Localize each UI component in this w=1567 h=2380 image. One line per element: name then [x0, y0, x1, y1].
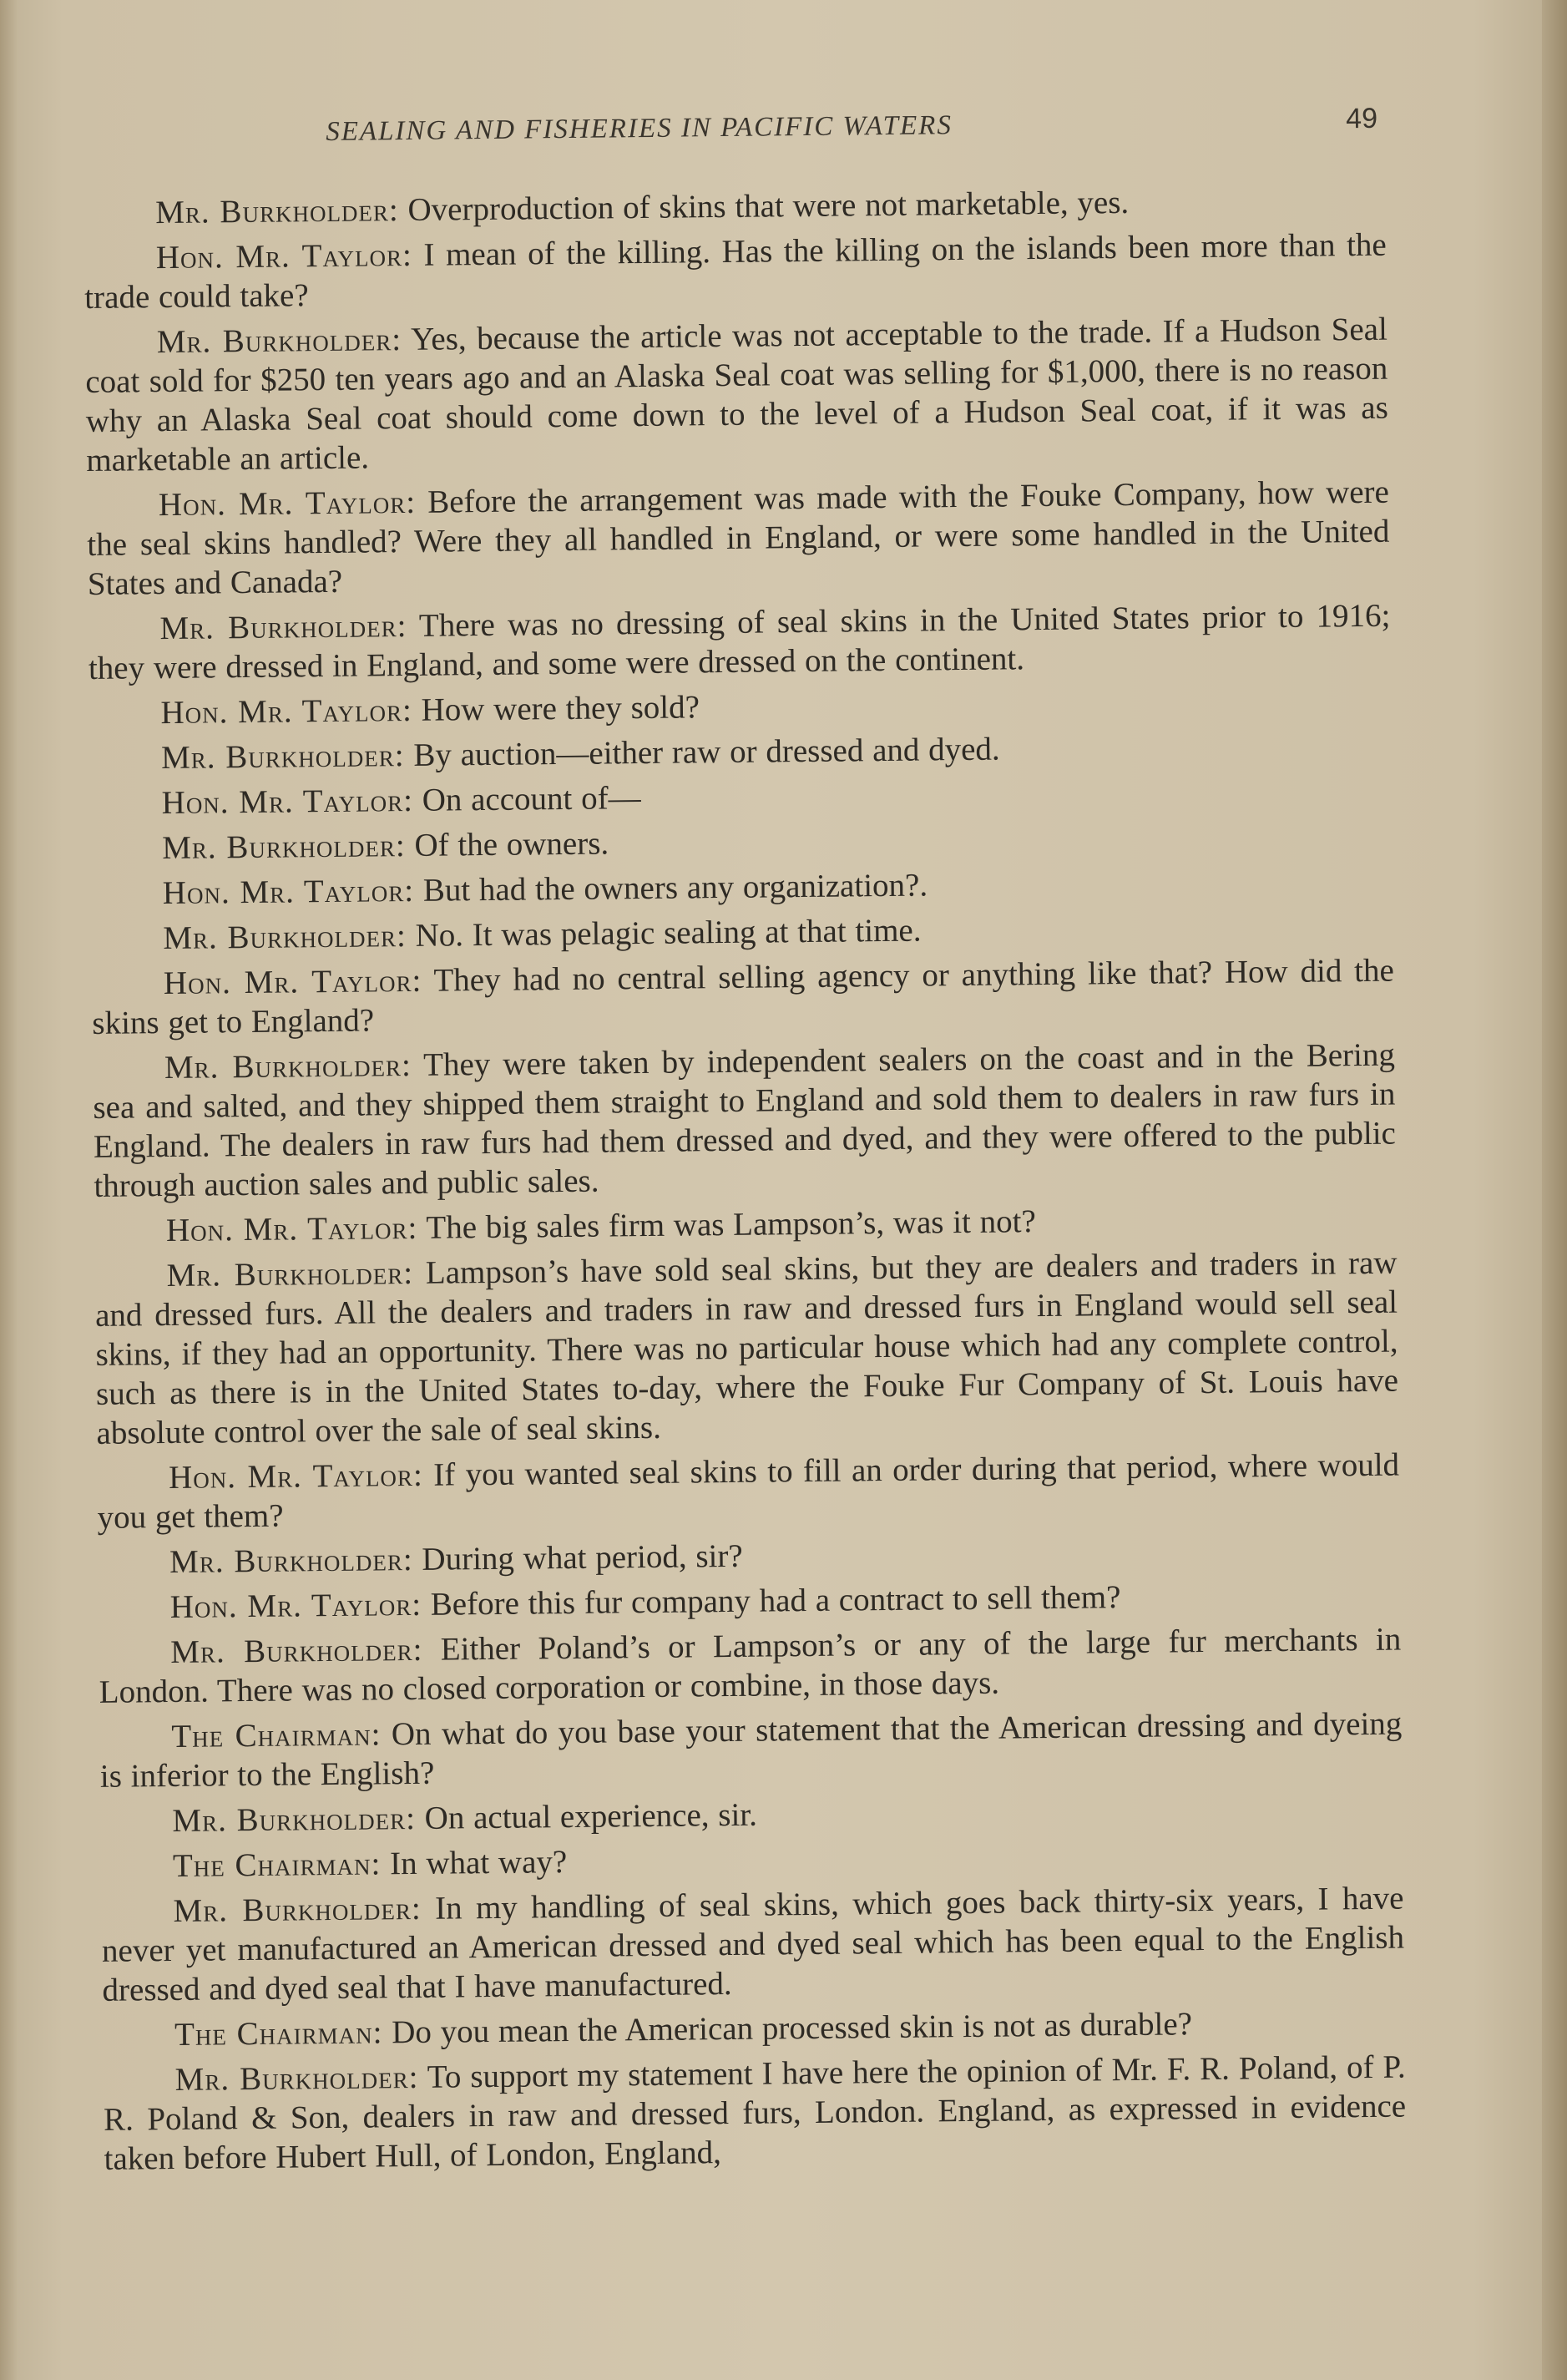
speaker-label: Mr. Burkholder:: [161, 828, 406, 867]
transcript-paragraph: [87, 473, 1390, 604]
transcript-paragraph: [101, 1879, 1404, 2010]
paragraph-text: On actual experience, sir.: [424, 1796, 758, 1836]
paragraph-text: I mean of the killing. Has the killing on the islands been more than the trade could take?: [84, 226, 1387, 316]
speaker-label: Hon. Mr. Taylor:: [169, 1586, 422, 1626]
transcript-body: [83, 180, 1407, 2185]
paragraph-text: To support my statement I have here the opinion of Mr. F. R. Poland, of P. R. Poland & Son, dealers in raw and dressed furs, London. England, as expressed in evidence taken before Hubert Hull, of London, England,: [103, 2048, 1407, 2177]
transcript-paragraph: [103, 2003, 1405, 2055]
transcript-paragraph: [98, 1530, 1400, 1582]
paragraph-text: But had the owners any organization?.: [422, 867, 928, 909]
paragraph-text: They had no central selling agency or anything like that? How did the skins get to England?: [92, 952, 1395, 1041]
speaker-label: Mr. Burkholder:: [159, 607, 407, 647]
paragraph-text: If you wanted seal skins to fill an order during that period, where would you get them?: [97, 1446, 1400, 1536]
paragraph-text: On what do you base your statement that the American dressing and dyeing is inferior to the English?: [99, 1705, 1403, 1795]
speaker-label: Hon. Mr. Taylor:: [163, 962, 422, 1002]
paragraph-text: During what period, sir?: [422, 1537, 743, 1577]
speaker-label: Mr. Burkholder:: [163, 917, 407, 957]
transcript-paragraph: [91, 861, 1393, 914]
paragraph-text: Of the owners.: [414, 825, 609, 863]
paragraph-text: Before the arrangement was made with the Fouke Company, how were the seal skins handled? Were they all handled in England, or were some handled in the United States and Canada?: [87, 473, 1390, 602]
speaker-label: Mr. Burkholder:: [166, 1254, 414, 1294]
paragraph-text: In my handling of seal skins, which goes back thirty-six years, I have never yet manufactured an American dressed and dyed seal which has been equal to the English dressed and dyed seal that I have manufactured.: [101, 1880, 1405, 2008]
page-edge-left: [0, 0, 18, 2380]
transcript-paragraph: [99, 1620, 1402, 1712]
transcript-paragraph: [101, 1834, 1403, 1886]
paragraph-text: On account of—: [422, 780, 641, 818]
speaker-label: Hon. Mr. Taylor:: [162, 872, 415, 912]
paragraph-text: They were taken by independent sealers on the coast and in the Bering sea and salted, and they shipped them straight to England and sold them to dealers in raw furs in England. The dealers in raw furs had them dressed and dyed, and they were offered to the public through auction sales and public sales.: [93, 1036, 1397, 1204]
speaker-label: Mr. Burkholder:: [173, 1890, 422, 1929]
transcript-paragraph: [92, 951, 1395, 1043]
transcript-paragraph: [97, 1446, 1400, 1537]
paragraph-text: There was no dressing of seal skins in the United States prior to 1916; they were dressed in England, and some were dressed on the continent.: [88, 597, 1391, 686]
speaker-label: Mr. Burkholder:: [156, 322, 402, 361]
paragraph-text: No. It was pelagic sealing at that time.: [415, 912, 922, 954]
transcript-paragraph: [90, 816, 1393, 868]
speaker-label: Mr. Burkholder:: [164, 1046, 412, 1086]
paragraph-text: Overproduction of skins that were not marketable, yes.: [407, 184, 1130, 228]
speaker-label: The Chairman:: [171, 1716, 382, 1755]
speaker-label: Hon. Mr. Taylor:: [158, 484, 417, 524]
paragraph-text: Yes, because the article was not acceptable to the trade. If a Hudson Seal coat sold for $250 ten years ago and an Alaska Seal coat was selling for $1,000, there is no reason why an Alaska Seal coat should come down to the level of a Hudson Seal coat, if it was as marketable an article.: [85, 311, 1388, 479]
paragraph-text: Do you mean the American processed skin is not as durable?: [392, 2006, 1193, 2051]
speaker-label: Hon. Mr. Taylor:: [155, 236, 413, 276]
transcript-paragraph: [94, 1243, 1398, 1453]
paragraph-text: How were they sold?: [421, 689, 700, 728]
transcript-paragraph: [100, 1789, 1403, 1841]
speaker-label: The Chairman:: [174, 2014, 383, 2053]
page-header: [326, 98, 1395, 159]
paragraph-text: In what way?: [389, 1844, 568, 1882]
speaker-label: Hon. Mr. Taylor:: [165, 1209, 418, 1249]
transcript-paragraph: [84, 225, 1388, 317]
transcript-paragraph: [89, 726, 1392, 778]
transcript-paragraph: [88, 596, 1391, 688]
paragraph-text: Either Poland’s or Lampson’s or any of the large fur merchants in London. There was no closed corporation or combine, in those days.: [99, 1621, 1402, 1710]
transcript-paragraph: [98, 1575, 1400, 1628]
speaker-label: Mr. Burkholder:: [155, 192, 399, 231]
speaker-label: Hon. Mr. Taylor:: [168, 1456, 424, 1496]
transcript-paragraph: [94, 1198, 1397, 1251]
transcript-paragraph: [93, 1036, 1397, 1206]
running-title: SEALING AND FISHERIES IN PACIFIC WATERS: [326, 110, 953, 147]
paragraph-text: By auction—either raw or dressed and dyed.: [413, 731, 1000, 773]
transcript-paragraph: [85, 310, 1389, 480]
transcript-paragraph: [83, 180, 1386, 233]
speaker-label: Hon. Mr. Taylor:: [160, 691, 413, 732]
paragraph-text: Before this fur company had a contract to sell them?: [430, 1579, 1121, 1623]
transcript-paragraph: [99, 1704, 1403, 1796]
speaker-label: Mr. Burkholder:: [172, 1800, 417, 1839]
speaker-label: Mr. Burkholder:: [174, 2058, 419, 2098]
paragraph-text: The big sales firm was Lampson’s, was it not?: [426, 1203, 1037, 1246]
speaker-label: The Chairman:: [172, 1846, 382, 1884]
speaker-label: Mr. Burkholder:: [160, 737, 405, 777]
transcript-paragraph: [103, 2048, 1406, 2179]
page-number: 49: [1345, 102, 1378, 135]
transcript-paragraph: [91, 906, 1393, 959]
speaker-label: Mr. Burkholder:: [170, 1631, 423, 1671]
transcript-paragraph: [88, 681, 1391, 733]
transcript-paragraph: [89, 771, 1392, 823]
paragraph-text: Lampson’s have sold seal skins, but they are dealers and traders in raw and dressed furs. All the dealers and traders in raw and dressed furs in England would sell seal skins, if they had an opportunity. There was no particular house which had any complete control, such as there is in the United States to-day, where the Fouke Fur Company of St. Louis have absolute control over the sale of seal skins.: [94, 1244, 1399, 1451]
speaker-label: Hon. Mr. Taylor:: [161, 782, 414, 822]
page-edge-right: [1542, 0, 1567, 2380]
speaker-label: Mr. Burkholder:: [169, 1541, 413, 1581]
